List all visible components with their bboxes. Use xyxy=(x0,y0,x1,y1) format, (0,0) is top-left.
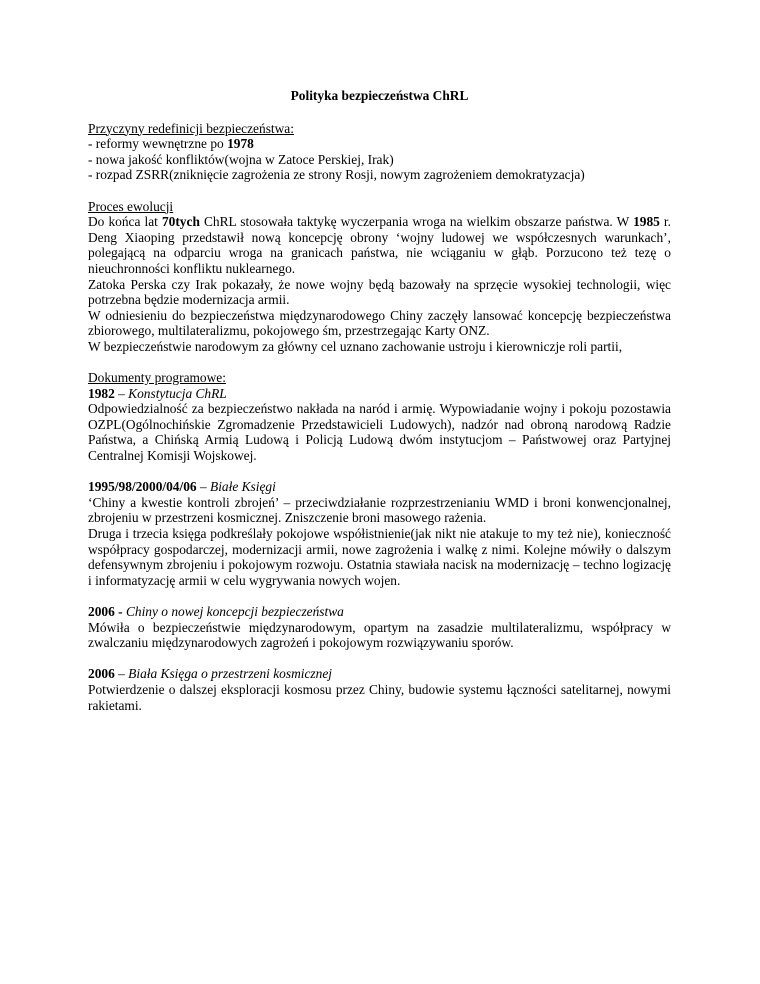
section-heading-documents: Dokumenty programowe: xyxy=(88,370,226,386)
paragraph: Potwierdzenie o dalszej eksploracji kosmosu przez Chiny, budowie systemu łączności satelitarnej, nowymi rakietami. xyxy=(88,681,671,713)
paragraph: W bezpieczeństwie narodowym za główny cel uznano zachowanie ustroju i kierowniczje roli partii, xyxy=(88,338,623,354)
text-bold: 70tych xyxy=(161,214,200,230)
text-run: Do końca lat xyxy=(88,214,162,230)
section-heading-causes: Przyczyny redefinicji bezpieczeństwa: xyxy=(88,120,294,136)
text-run: ChRL stosowała taktykę wyczerpania wroga na wielkim obszarze państwa. W xyxy=(199,214,634,230)
paragraph: Zatoka Perska czy Irak pokazały, że nowe wojny będą bazowały na sprzęcie wysokiej technologii, więc potrzebna będzie modernizacja armii. xyxy=(88,276,671,308)
entry-name: Białe Księgi xyxy=(210,479,276,495)
text-run: r. Deng Xiaoping przedstawił nową koncepcję obrony ‘wojny ludowej we współczesnych warunkach’, polegającą na odparciu wroga na granicach państwa, nie wciąganiu w głąb. Porzucono też tezę o nieuchronności konfliktu nuklearnego. xyxy=(88,214,671,276)
entry-name: Konstytucja ChRL xyxy=(128,385,227,401)
document-entry-heading xyxy=(88,666,671,682)
paragraph xyxy=(88,214,671,276)
paragraph: Druga i trzecia księga podkreślały pokojowe współistnienie(jak nikt nie atakuje to my też nie), konieczność współpracy gospodarczej, modernizacji armii, nowe zagrożenia i walkę z nimi. Kolejne mówiły o dalszym defensywnym zbrojeniu i pokojowym rozwoju. Ostatnia stawiała nacisk na modernizację – techno logizację i informatyzację armii w celu wygrywania nowych wojen. xyxy=(88,526,671,588)
section-heading-evolution: Proces ewolucji xyxy=(88,198,174,214)
document-entry-heading xyxy=(88,479,671,495)
document-entry-heading xyxy=(88,604,671,620)
entry-name: Biała Księga o przestrzeni kosmicznej xyxy=(128,666,332,682)
document-title: Polityka bezpieczeństwa ChRL xyxy=(290,88,469,103)
entry-year: 2006 xyxy=(88,666,115,682)
entry-dash: – xyxy=(114,385,129,401)
text-bold: 1985 xyxy=(633,214,660,230)
document-entry-heading xyxy=(88,386,671,402)
document-page xyxy=(88,84,671,713)
paragraph: ‘Chiny a kwestie kontroli zbrojeń’ – przeciwdziałanie rozprzestrzenianiu WMD i broni konwencjonalnej, zbrojeniu w przestrzeni kosmicznej. Zniszczenie broni masowego rażenia. xyxy=(88,494,671,526)
entry-year: 2006 xyxy=(88,604,115,619)
year-bold: 1978 xyxy=(227,136,254,152)
entry-dash: – xyxy=(114,666,129,682)
entry-name: Chiny o nowej koncepcji bezpieczeństwa xyxy=(125,604,344,619)
entry-year: 1982 xyxy=(88,385,115,401)
list-item: - nowa jakość konfliktów(wojna w Zatoce Perskiej, Irak) xyxy=(88,151,394,167)
list-item xyxy=(88,136,671,152)
entry-dash: - xyxy=(114,604,126,619)
paragraph: Mówiła o bezpieczeństwie międzynarodowym, opartym na zasadzie multilateralizmu, współpracy w zwalczaniu międzynarodowych zagrożeń i pokojowym rozwiązywaniu sporów. xyxy=(88,619,671,651)
paragraph: Odpowiedzialność za bezpieczeństwo nakłada na naród i armię. Wypowiadanie wojny i pokoju pozostawia OZPL(Ogólnochińskie Zgromadzenie Przedstawicieli Ludowych), nadzór nad obroną narodową Radzie Państwa, a Chińską Armią Ludową i Policją Ludową dwóm instytucjom – Państwowej oraz Partyjnej Centralnej Komisji Wojskowej. xyxy=(88,401,671,464)
entry-year: 1995/98/2000/04/06 xyxy=(88,479,197,495)
entry-dash: – xyxy=(196,479,211,495)
paragraph: W odniesieniu do bezpieczeństwa międzynarodowego Chiny zaczęły lansować koncepcję bezpieczeństwa zbiorowego, multilateralizmu, pokojowego śm, przestrzegając Karty ONZ. xyxy=(88,307,671,339)
list-item: - rozpad ZSRR(zniknięcie zagrożenia ze strony Rosji, nowym zagrożeniem demokratyzacja) xyxy=(88,167,585,183)
list-item-text: - reformy wewnętrzne po xyxy=(88,136,228,152)
